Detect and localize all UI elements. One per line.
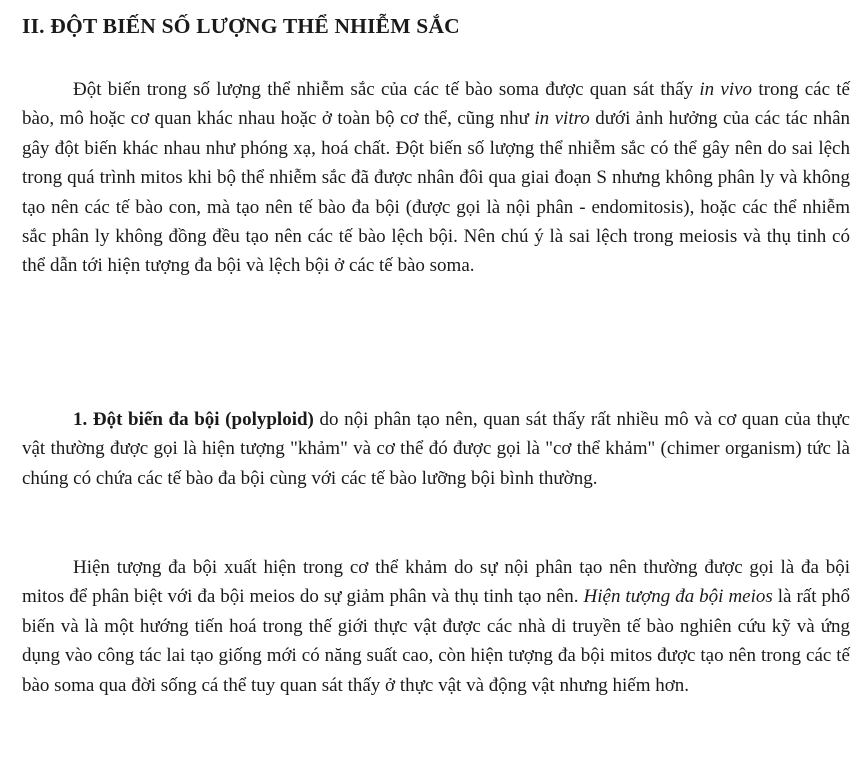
subheading-polyploid: 1. Đột biến đa bội (polyploid) [73,409,314,430]
paragraph-mitotic-meiotic-polyploidy [22,553,850,700]
paragraph1-text-3: dưới ảnh hưởng của các tác nhân gây đột biến khác nhau như phóng xạ, hoá chất. Đột biến số lượng thể nhiễm sắc có thể gây nên do sai lệch trong quá trình mitos khi bộ thể nhiễm sắc đã được nhân đôi qua giai đoạn S nhưng không phân ly và không tạo nên các tế bào con, mà tạo nên tế bào đa bội (được gọi là nội phân - endomitosis), hoặc các thể nhiễm sắc phân ly không đồng đều tạo nên các tế bào lệch bội. Nên chú ý là sai lệch trong meiosis và thụ tinh có thể dẫn tới hiện tượng đa bội và lệch bội ở các tế bào soma. [22,108,850,277]
paragraph1-text-2: trong các tế bào, mô hoặc cơ quan khác nhau hoặc ở toàn bộ cơ thể, cũng như [22,79,850,130]
section-heading: II. ĐỘT BIẾN SỐ LƯỢNG THỂ NHIỄM SẮC [22,14,460,38]
paragraph3-text-2: là rất phổ biến và là một hướng tiến hoá trong thế giới thực vật được các nhà di truyền tế bào nghiên cứu kỹ và ứng dụng vào công tác lai tạo giống mới có năng suất cao, còn hiện tượng đa bội mitos được tạo nên trong các tế bào soma qua đời sống cá thể tuy quan sát thấy ở thực vật và động vật nhưng hiếm hơn. [22,586,850,696]
term-meiotic-polyploidy: Hiện tượng đa bội meios [583,586,773,608]
paragraph3-text-1: Hiện tượng đa bội xuất hiện trong cơ thể khảm do sự nội phân tạo nên thường được gọi là đa bội mitos để phân biệt với đa bội meios do sự giảm phân và thụ tinh tạo nên. [22,557,850,608]
paragraph2-text: do nội phân tạo nên, quan sát thấy rất nhiều mô và cơ quan của thực vật thường được gọi là hiện tượng "khảm" và cơ thể đó được gọi là "cơ thể khảm" (chimer organism) tức là chúng có chứa các tế bào đa bội cùng với các tế bào lưỡng bội bình thường. [22,409,850,489]
term-in-vivo: in vivo [699,79,753,100]
paragraph-polyploid [22,405,850,493]
term-in-vitro: in vitro [534,108,590,130]
paragraph-numerical-mutation-intro [22,75,850,281]
paragraph1-text-1: Đột biến trong số lượng thể nhiễm sắc của các tế bào soma được quan sát thấy [73,79,700,100]
